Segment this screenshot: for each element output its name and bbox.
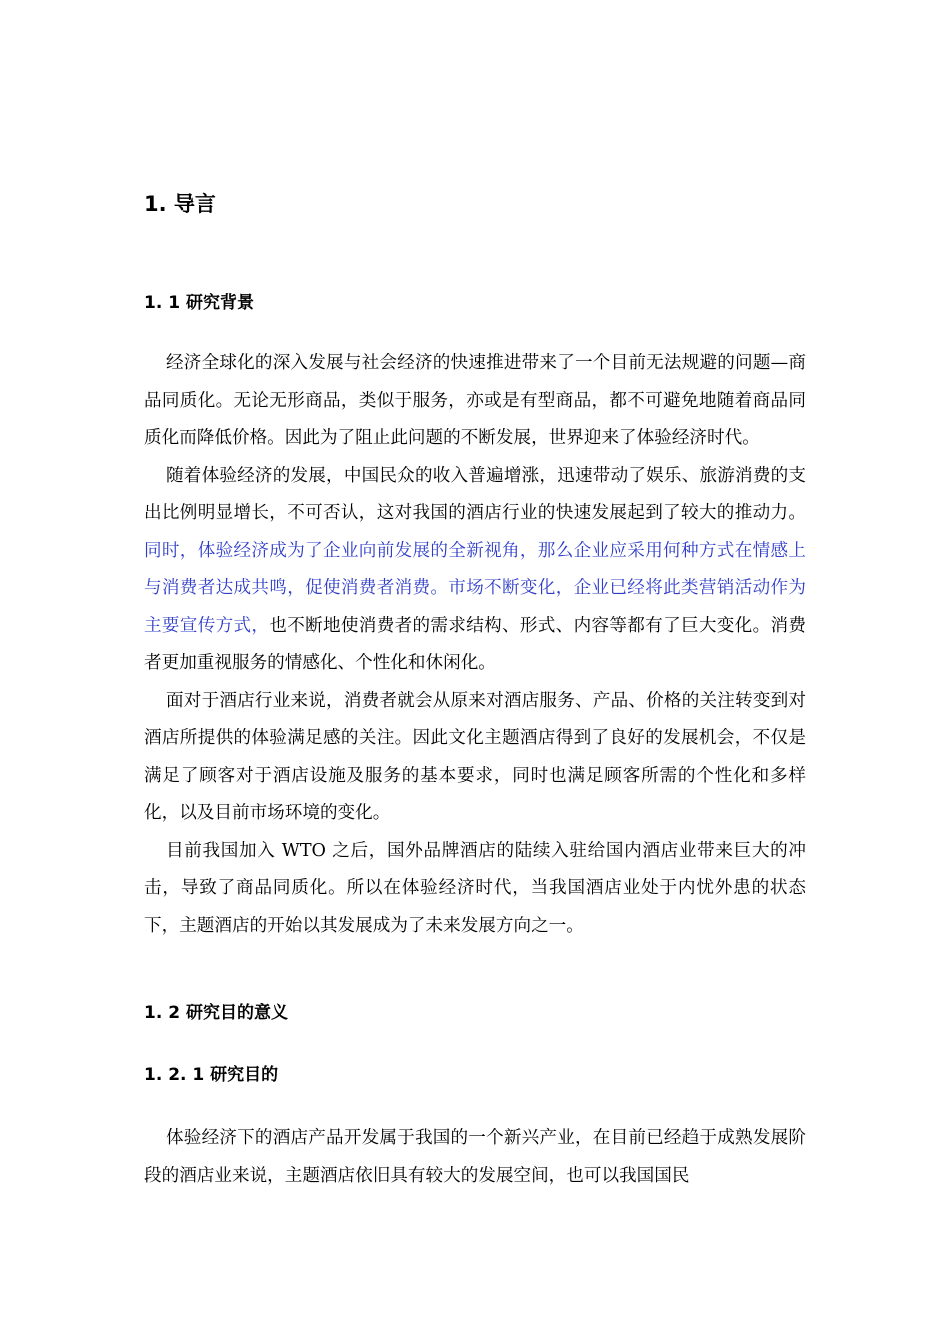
paragraph-purpose-1: 体验经济下的酒店产品开发属于我国的一个新兴产业，在目前已经趋于成熟发展阶段的酒店业来说，主题酒店依旧具有较大的发展空间，也可以我国国民	[144, 1128, 806, 1186]
section-heading-1-1: 1. 1 研究背景	[144, 293, 254, 313]
paragraph-background-3: 面对于酒店行业来说，消费者就会从原来对酒店服务、产品、价格的关注转变到对酒店所提供的体验满足感的关注。因此文化主题酒店得到了良好的发展机会，不仅是满足了顾客对于酒店设施及服务的基本要求，同时也满足顾客所需的个性化和多样化，以及目前市场环境的变化。	[144, 690, 806, 823]
paragraph-background-1: 经济全球化的深入发展与社会经济的快速推进带来了一个目前无法规避的问题—商品同质化。无论无形商品，类似于服务，亦或是有型商品，都不可避免地随着商品同质化而降低价格。因此为了阻止此问题的不断发展，世界迎来了体验经济时代。	[144, 353, 806, 448]
paragraph-background-2-start: 随着体验经济的发展，中国民众的收入普遍增涨，迅速带动了娱乐、旅游消费的支出比例明显增长，不可否认，这对我国的酒店行业的快速发展起到了较大的推动力。	[144, 465, 806, 523]
section-1-2-1-body	[144, 1120, 806, 1195]
section-heading-1-2-1: 1. 2. 1 研究目的	[144, 1065, 279, 1085]
paragraph-background-2	[144, 458, 806, 683]
highlighted-text: 同时，体验经济成为了企业向前发展的全新视角，那么企业应采用何种方式在情感上与消费者达成共鸣，促使消费者消费。市场不断变化，企业已经将此类营销活动作为主要宣传方式，	[144, 540, 806, 636]
section-heading-1-2: 1. 2 研究目的意义	[144, 1003, 288, 1023]
paragraph-background-4: 目前我国加入 WTO 之后，国外品牌酒店的陆续入驻给国内酒店业带来巨大的冲击，导致了商品同质化。所以在体验经济时代，当我国酒店业处于内忧外患的状态下，主题酒店的开始以其发展成为了未来发展方向之一。	[144, 840, 806, 936]
section-1-1-body	[144, 345, 806, 945]
chapter-heading: 1. 导言	[144, 192, 216, 216]
paragraph-background-2-end: 也不断地使消费者的需求结构、形式、内容等都有了巨大变化。消费者更加重视服务的情感化、个性化和休闲化。	[144, 615, 806, 673]
